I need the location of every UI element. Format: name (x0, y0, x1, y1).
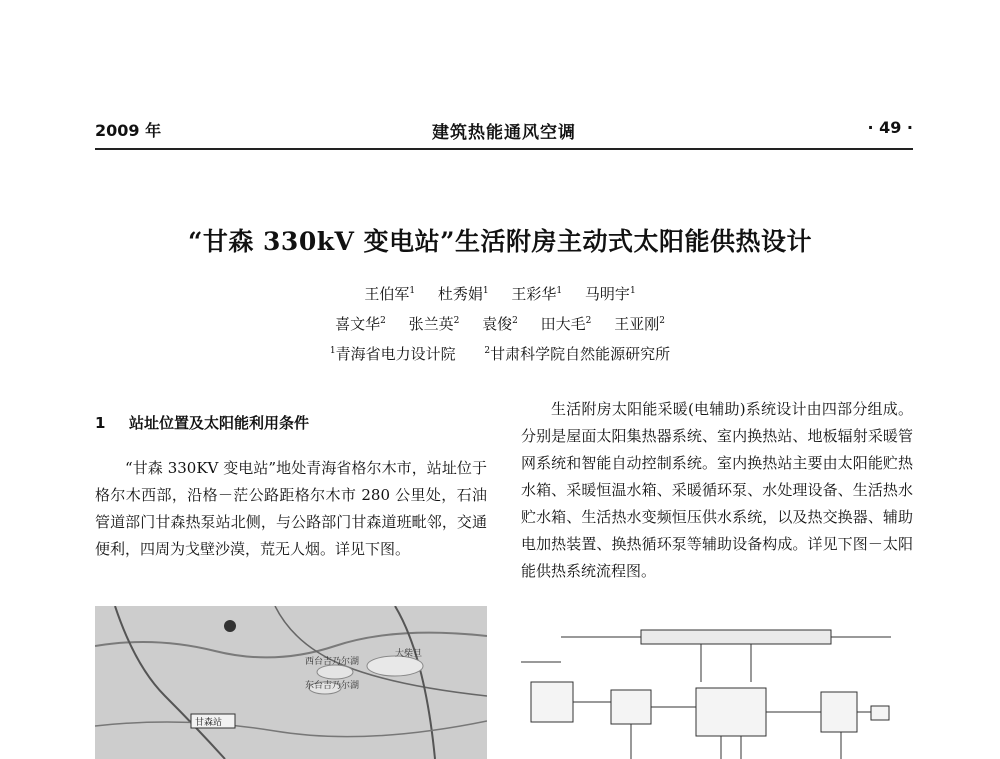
running-head-year: 2009 年 (95, 121, 162, 140)
location-map-figure (95, 606, 487, 759)
tank-box (821, 692, 857, 732)
author: 王伯军$^1$ (364, 285, 416, 303)
flow-diagram (521, 622, 913, 759)
pump-box (871, 706, 889, 720)
tank-box (531, 682, 573, 722)
affiliation: $^2$甘肃科学院自然能源研究所 (484, 345, 671, 363)
map-label: 大柴旦 (395, 649, 423, 659)
header-rule (95, 148, 913, 150)
body-paragraph: 生活附房太阳能采暖(电辅助)系统设计由四部分组成。分别是屋面太阳集热器系统、室内换热站、地板辐射采暖管网系统和智能自动控制系统。室内换热站主要由太阳能贮热水箱、采暖恒温水箱、采暖循环泵、水处理设备、生活热水贮水箱、生活热水变频恒压供水系统，以及热交换器、辅助电加热装置、换热循环泵等辅助设备构成。详见下图－太阳能供热系统流程图。 (521, 400, 913, 580)
map-label: 西台吉乃尔湖 (305, 657, 360, 667)
authors-line-2 (0, 313, 1000, 334)
section-number: 1 (95, 414, 106, 432)
tank-box (611, 690, 651, 724)
section-title: 站址位置及太阳能利用条件 (129, 414, 310, 432)
authors-line-1 (0, 283, 1000, 304)
author: 马明宇$^1$ (584, 285, 636, 303)
author: 田大毛$^2$ (540, 315, 592, 333)
section-heading (95, 410, 487, 437)
collector-array-box (641, 630, 831, 644)
page-number: · 49 · (867, 118, 913, 137)
author: 王亚刚$^2$ (614, 315, 665, 333)
author: 王彩华$^1$ (511, 285, 563, 303)
heat-exchanger-box (696, 688, 766, 736)
right-column (521, 396, 913, 585)
author: 张兰英$^2$ (408, 315, 460, 333)
paper-title: “甘森 330kV 变电站”生活附房主动式太阳能供热设计 (187, 227, 813, 256)
author: 喜文华$^2$ (335, 315, 386, 333)
affiliation: $^1$青海省电力设计院 (329, 345, 456, 363)
body-paragraph: “甘森 330KV 变电站”地处青海省格尔木市，站址位于格尔木西部，沿格－茫公路距格尔木市 280 公里处，石油管道部门甘森热泵站北侧，与公路部门甘森道班毗邻，交通便利，四周为戈壁沙漠，荒无人烟。详见下图。 (95, 459, 487, 558)
map-label: 东台吉乃尔湖 (305, 681, 360, 691)
author: 杜秀娟$^1$ (437, 285, 489, 303)
location-map (95, 606, 487, 759)
left-column (95, 410, 487, 563)
map-city-marker (224, 620, 236, 632)
author: 袁俊$^2$ (482, 315, 518, 333)
affiliations (0, 343, 1000, 364)
running-head-journal: 建筑热能通风空调 (432, 123, 576, 143)
flow-diagram-figure (521, 622, 913, 759)
running-head (95, 118, 913, 144)
map-site-label: 甘森站 (195, 718, 223, 728)
